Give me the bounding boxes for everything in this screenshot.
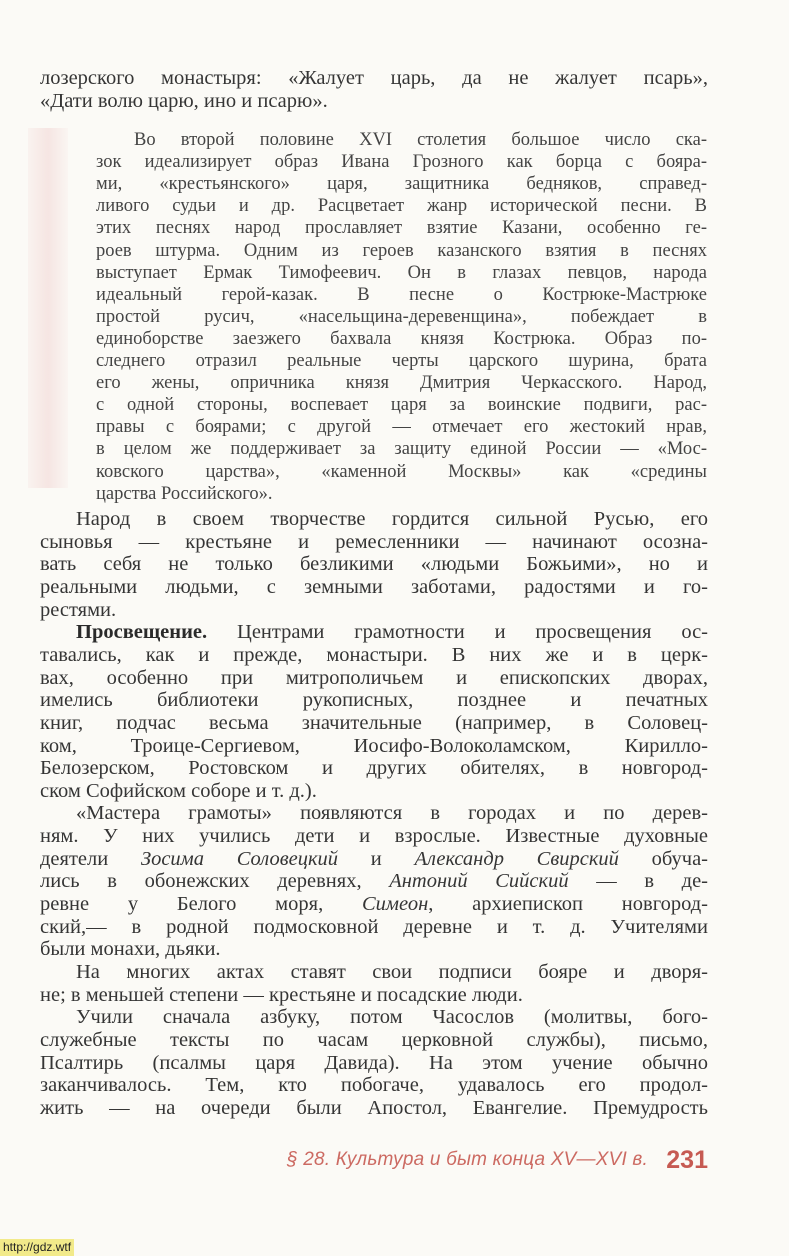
text-line: заканчивалось. Тем, кто побогаче, удавалось его продол- bbox=[40, 1074, 708, 1097]
text-line: реальными людьми, с земными заботами, радостями и го- bbox=[40, 575, 708, 598]
text-line bbox=[76, 621, 708, 644]
page-edge-bleed bbox=[28, 128, 68, 488]
text-line: Псалтирь (псалмы царя Давида). На этом учение обычно bbox=[40, 1051, 708, 1074]
block-text-line: его жены, опричника князя Дмитрия Черкасского. Народ, bbox=[96, 373, 707, 394]
block-text-line: царства Российского». bbox=[96, 483, 273, 504]
text-line: ский,— в родной подмосковной деревне и т. д. Учителями bbox=[40, 915, 708, 938]
text-line bbox=[40, 848, 708, 871]
italic-name: Зосима Соловецкий bbox=[140, 847, 339, 870]
block-text-line: правы с боярами; с другой — отмечает его жестокий нрав, bbox=[96, 417, 707, 438]
text-line: тавались, как и прежде, монастыри. В них же и в церк- bbox=[40, 643, 708, 666]
text-segment: Центрами грамотности и просвещения ос- bbox=[207, 621, 708, 644]
text-segment: , архиепископ новгород- bbox=[428, 893, 709, 916]
block-text-line: идеальный герой-казак. В песне о Кострюке-Мастрюке bbox=[96, 284, 707, 305]
italic-name: Антоний Сийский bbox=[389, 870, 569, 893]
block-text-line: следнего отразил реальные черты царского шурина, брата bbox=[96, 351, 707, 371]
section-heading: Просвещение. bbox=[76, 621, 208, 644]
text-line: вать себя не только безликими «людьми Божьими», но и bbox=[40, 553, 708, 576]
text-segment: обуча- bbox=[618, 847, 709, 870]
text-segment: — в де- bbox=[568, 870, 708, 893]
running-header-title: § 28. Культура и быт конца XV—XVI в. bbox=[287, 1149, 649, 1170]
text-line: Учили сначала азбуку, потом Часослов (молитвы, бого- bbox=[76, 1006, 708, 1029]
text-line: ком, Троице-Сергиевом, Иосифо-Волоколамском, Кирилло- bbox=[40, 734, 708, 757]
text-line: лозерского монастыря: «Жалует царь, да не жалует псарь», bbox=[40, 67, 708, 89]
page-footer bbox=[287, 1146, 708, 1176]
text-line: ням. У них учились дети и взрослые. Известные духовные bbox=[40, 825, 708, 848]
block-text-line: простой русич, «насельщина-деревенщина», побеждает в bbox=[96, 306, 707, 327]
page-number: 231 bbox=[666, 1146, 708, 1174]
text-segment: и bbox=[338, 847, 415, 870]
text-line: вах, особенно при митрополичьем и епископских дворах, bbox=[40, 666, 708, 689]
text-line: книг, подчас весьма значительные (например, в Соловец- bbox=[40, 711, 708, 734]
text-line: На многих актах ставят свои подписи бояре и дворя- bbox=[76, 961, 708, 983]
italic-name: Симеон bbox=[362, 893, 429, 916]
text-segment: лись в обонежских деревнях, bbox=[40, 870, 390, 893]
text-line: имелись библиотеки рукописных, позднее и печатных bbox=[40, 689, 708, 712]
block-text-line: ми, «крестьянского» царя, защитника бедняков, справед- bbox=[96, 174, 707, 195]
text-line bbox=[40, 893, 708, 916]
text-segment: ревне у Белого моря, bbox=[40, 893, 362, 916]
italic-name: Александр Свирский bbox=[414, 847, 619, 870]
text-line: Народ в своем творчестве гордится сильной Русью, его bbox=[76, 508, 708, 530]
block-text-line: единоборстве заезжего бахвала князя Кострюка. Образ по- bbox=[96, 328, 707, 349]
text-line: служебные тексты по часам церковной службы), письмо, bbox=[40, 1028, 708, 1051]
text-line: сыновья — крестьяне и ремесленники — начинают осозна- bbox=[40, 530, 708, 553]
text-line: Белозерском, Ростовском и других обителях, в новгород- bbox=[40, 757, 708, 780]
text-line: не; в меньшей степени — крестьяне и посадские люди. bbox=[40, 983, 523, 1006]
block-text-line: в целом же поддерживает за защиту единой России — «Мос- bbox=[96, 439, 707, 460]
block-text-line: выступает Ермак Тимофеевич. Он в глазах певцов, народа bbox=[96, 262, 707, 283]
text-line: «Дати волю царю, ино и псарю». bbox=[40, 90, 328, 112]
text-line: жить — на очереди были Апостол, Евангелие. Премудрость bbox=[40, 1096, 708, 1119]
block-text-line: с одной стороны, воспевает царя за воинские подвиги, рас- bbox=[96, 395, 707, 416]
block-text-line: этих песнях народ прославляет взятие Казани, особенно ге- bbox=[96, 218, 707, 239]
block-text-line: роев штурма. Одним из героев казанского взятия в песнях bbox=[96, 240, 707, 261]
text-line: ском Софийском соборе и т. д.). bbox=[40, 779, 317, 802]
text-line: «Мастера грамоты» появляются в городах и по дерев- bbox=[76, 802, 708, 825]
text-line: рестями. bbox=[40, 598, 117, 621]
block-text-line: зок идеализирует образ Ивана Грозного как борца с бояра- bbox=[96, 152, 707, 173]
block-text-line: Во второй половине XVI столетия большое число ска- bbox=[134, 130, 707, 150]
text-segment: деятели bbox=[40, 847, 141, 870]
text-line bbox=[40, 870, 708, 893]
block-text-line: ливого судьи и др. Расцветает жанр исторической песни. В bbox=[96, 196, 707, 217]
block-text-line: ковского царства», «каменной Москвы» как «средины bbox=[96, 461, 707, 482]
watermark-link[interactable]: http://gdz.wtf bbox=[0, 1239, 74, 1256]
text-line: были монахи, дьяки. bbox=[40, 938, 221, 961]
